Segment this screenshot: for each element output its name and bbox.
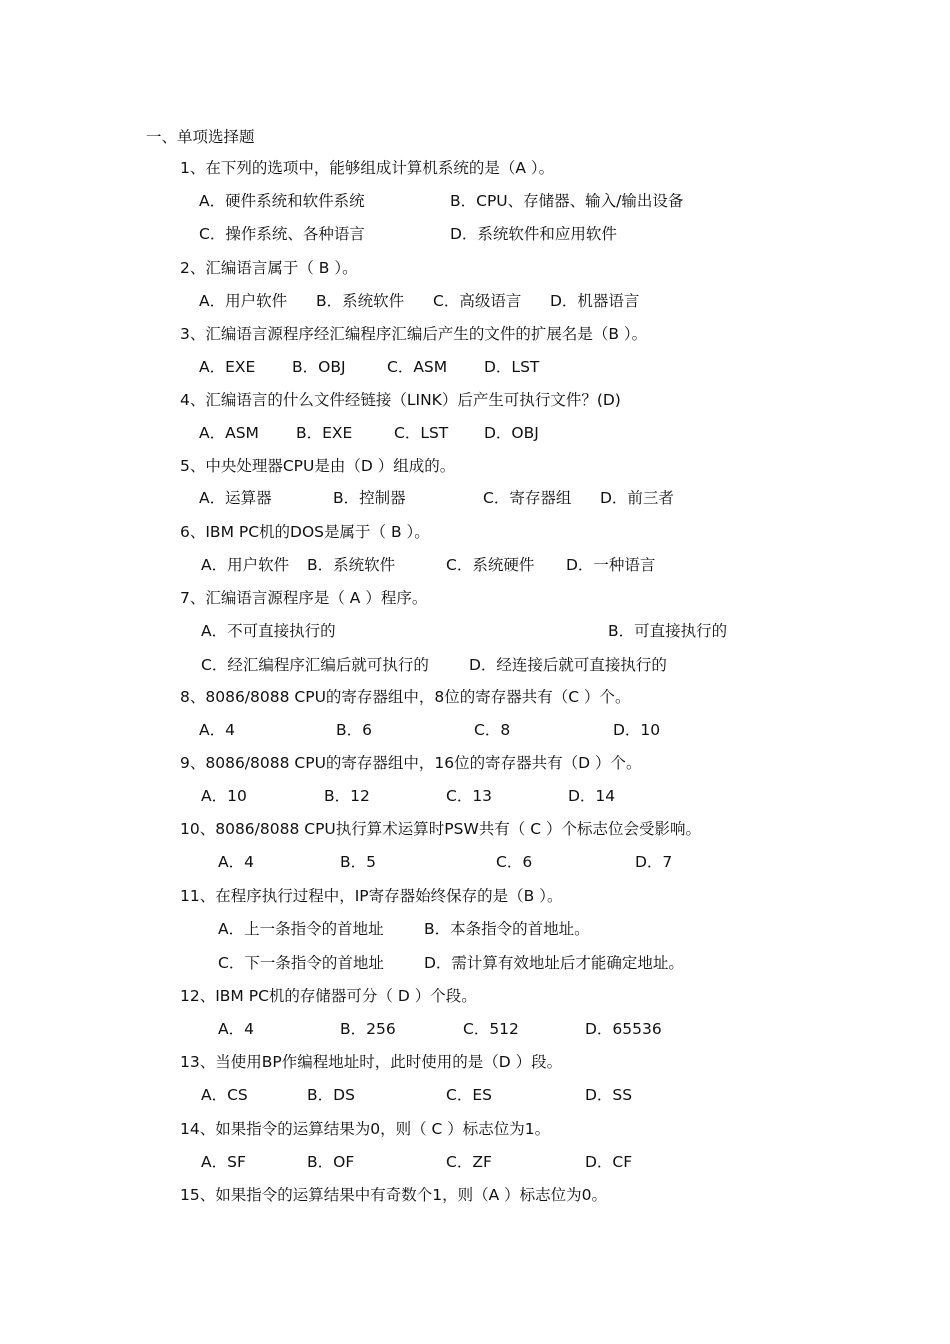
question-11-option-b: B．本条指令的首地址。: [424, 920, 590, 938]
question-14-stem: 14、如果指令的运算结果为0，则（ C ）标志位为1。: [180, 1120, 551, 1138]
question-9-option-a: A．10: [201, 787, 247, 805]
question-8-stem: 8、8086/8088 CPU的寄存器组中，8位的寄存器共有（C ）个。: [180, 688, 631, 706]
question-6-option-b: B．系统软件: [307, 556, 396, 574]
question-7-option-b: B．可直接执行的: [608, 622, 728, 640]
question-13-option-a: A．CS: [201, 1086, 248, 1104]
question-12-option-c: C．512: [463, 1020, 519, 1038]
question-7-option-c: C．经汇编程序汇编后就可执行的: [201, 656, 429, 674]
question-11-stem: 11、在程序执行过程中，IP寄存器始终保存的是（B ）。: [180, 887, 563, 905]
question-5-option-b: B．控制器: [333, 489, 406, 507]
question-5-option-c: C．寄存器组: [483, 489, 572, 507]
question-8-option-c: C．8: [474, 721, 511, 739]
question-13-option-b: B．DS: [307, 1086, 355, 1104]
question-14-option-a: A．SF: [201, 1153, 246, 1171]
question-14-option-c: C．ZF: [446, 1153, 492, 1171]
question-14-option-b: B．OF: [307, 1153, 355, 1171]
question-8-option-a: A．4: [199, 721, 235, 739]
question-1-option-d: D．系统软件和应用软件: [450, 225, 617, 243]
question-3-stem: 3、汇编语言源程序经汇编程序汇编后产生的文件的扩展名是（B ）。: [180, 325, 648, 343]
question-11-option-d: D．需计算有效地址后才能确定地址。: [424, 954, 684, 972]
question-4-stem: 4、汇编语言的什么文件经链接（LINK）后产生可执行文件？(D): [180, 391, 621, 409]
question-10-option-b: B．5: [340, 853, 376, 871]
question-11-option-c: C．下一条指令的首地址: [218, 954, 384, 972]
question-3-option-c: C．ASM: [387, 358, 448, 376]
question-10-stem: 10、8086/8088 CPU执行算术运算时PSW共有（ C ）个标志位会受影响。: [180, 820, 701, 838]
question-8-option-d: D．10: [613, 721, 661, 739]
question-10-option-a: A．4: [218, 853, 254, 871]
question-6-stem: 6、IBM PC机的DOS是属于（ B ）。: [180, 523, 430, 541]
question-9-option-b: B．12: [324, 787, 370, 805]
question-2-stem: 2、汇编语言属于（ B ）。: [180, 259, 358, 277]
question-1-option-a: A．硬件系统和软件系统: [199, 192, 365, 210]
question-9-stem: 9、8086/8088 CPU的寄存器组中，16位的寄存器共有（D ）个。: [180, 754, 642, 772]
question-12-option-b: B．256: [340, 1020, 396, 1038]
question-12-option-a: A．4: [218, 1020, 254, 1038]
question-5-option-d: D．前三者: [600, 489, 674, 507]
question-12-option-d: D．65536: [585, 1020, 662, 1038]
question-9-option-d: D．14: [568, 787, 616, 805]
question-10-option-c: C．6: [496, 853, 533, 871]
question-2-option-a: A．用户软件: [199, 292, 288, 310]
question-4-option-a: A．ASM: [199, 424, 259, 442]
question-7-option-a: A．不可直接执行的: [201, 622, 336, 640]
question-4-option-b: B．EXE: [296, 424, 353, 442]
question-4-option-d: D．OBJ: [484, 424, 539, 442]
question-7-option-d: D．经连接后就可直接执行的: [469, 656, 667, 674]
question-6-option-d: D．一种语言: [566, 556, 656, 574]
question-13-stem: 13、当使用BP作编程地址时，此时使用的是（D ）段。: [180, 1053, 563, 1071]
question-5-option-a: A．运算器: [199, 489, 272, 507]
question-13-option-d: D．SS: [585, 1086, 633, 1104]
section-title: 一、单项选择题: [146, 128, 255, 146]
question-6-option-c: C．系统硬件: [446, 556, 535, 574]
question-5-stem: 5、中央处理器CPU是由（D ）组成的。: [180, 457, 456, 475]
question-1-option-b: B．CPU、存储器、输入/输出设备: [450, 192, 684, 210]
question-1-option-c: C．操作系统、各种语言: [199, 225, 365, 243]
question-13-option-c: C．ES: [446, 1086, 492, 1104]
question-9-option-c: C．13: [446, 787, 493, 805]
question-11-option-a: A．上一条指令的首地址: [218, 920, 384, 938]
question-8-option-b: B．6: [336, 721, 372, 739]
question-7-stem: 7、汇编语言源程序是（ A ）程序。: [180, 589, 428, 607]
question-2-option-d: D．机器语言: [550, 292, 640, 310]
question-3-option-d: D．LST: [484, 358, 540, 376]
question-12-stem: 12、IBM PC机的存储器可分（ D ）个段。: [180, 987, 477, 1005]
question-14-option-d: D．CF: [585, 1153, 633, 1171]
question-2-option-c: C．高级语言: [433, 292, 522, 310]
question-2-option-b: B．系统软件: [316, 292, 405, 310]
question-10-option-d: D．7: [635, 853, 673, 871]
question-3-option-b: B．OBJ: [292, 358, 346, 376]
question-1-stem: 1、在下列的选项中，能够组成计算机系统的是（A ）。: [180, 159, 555, 177]
question-3-option-a: A．EXE: [199, 358, 256, 376]
question-15-stem: 15、如果指令的运算结果中有奇数个1，则（A ）标志位为0。: [180, 1186, 607, 1204]
question-4-option-c: C．LST: [394, 424, 449, 442]
question-6-option-a: A．用户软件: [201, 556, 290, 574]
